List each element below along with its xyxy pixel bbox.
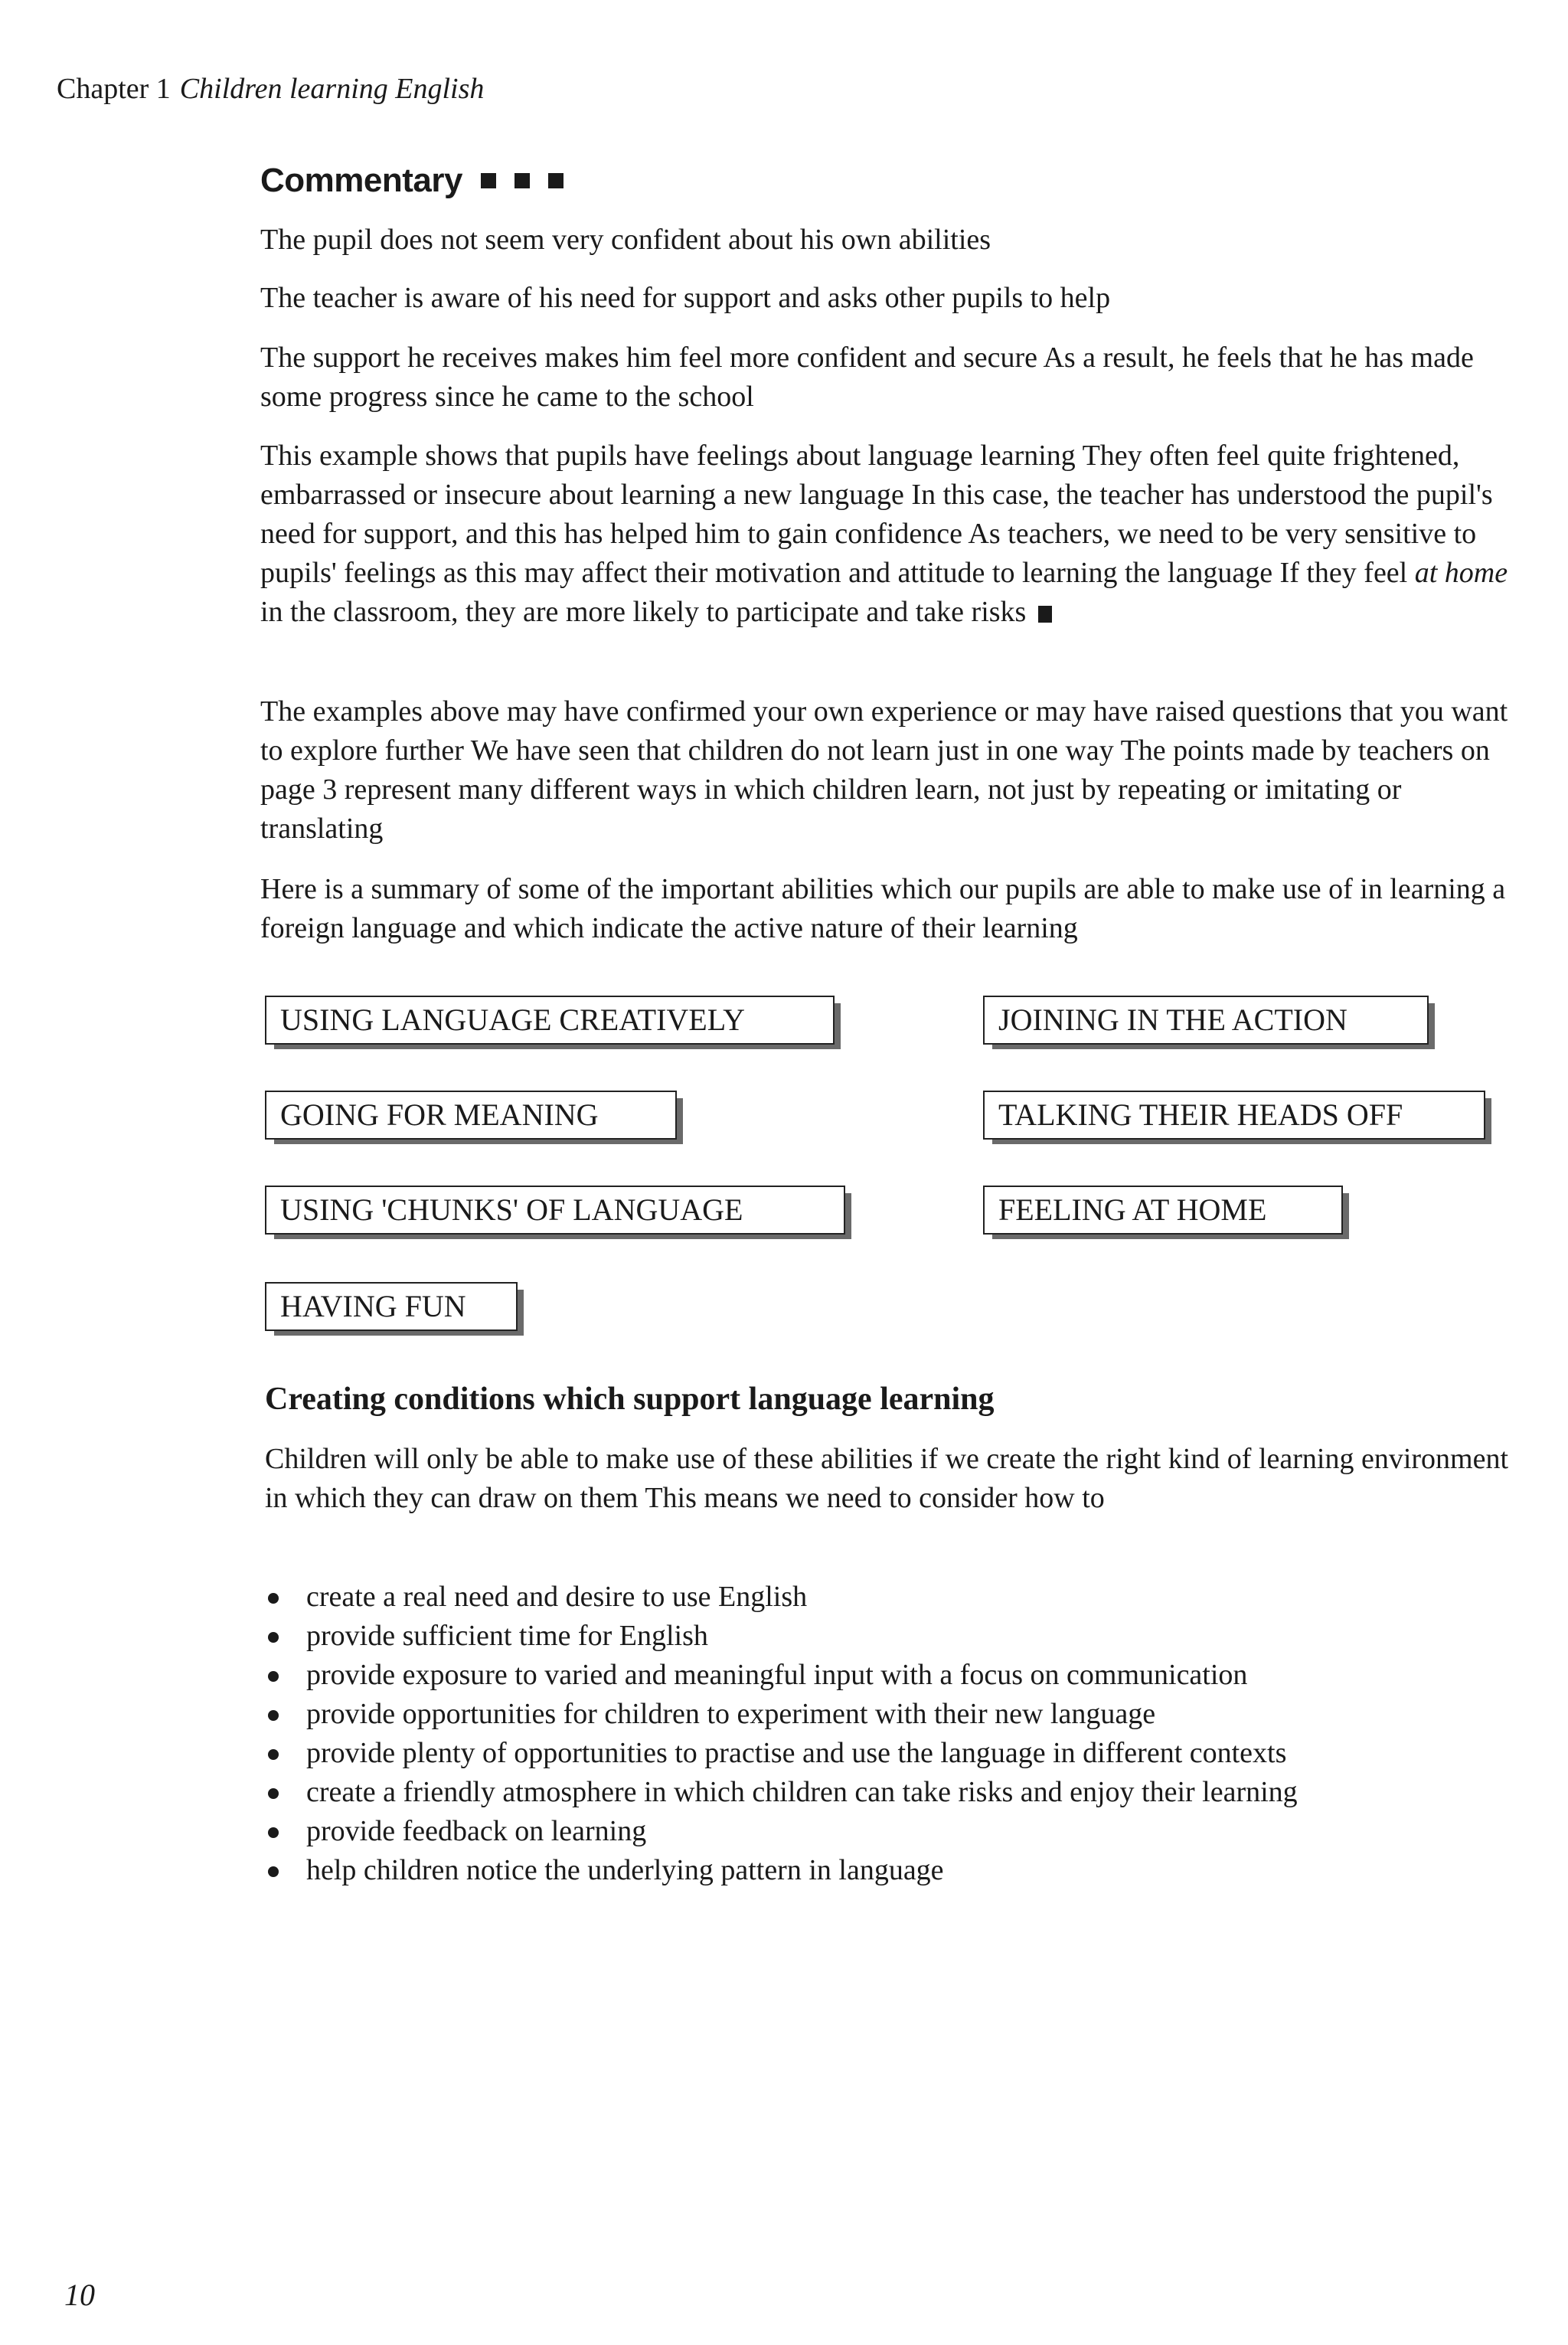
chapter-title: Children learning English: [179, 73, 485, 105]
label-box-feeling-at-home: FEELING AT HOME: [983, 1186, 1343, 1235]
chapter-number: Chapter 1: [57, 73, 171, 105]
label-box-having-fun: HAVING FUN: [265, 1282, 518, 1331]
list-item-text: provide plenty of opportunities to practise and use the language in different contexts: [306, 1737, 1287, 1769]
label-box-using-chunks-of-language: USING 'CHUNKS' OF LANGUAGE: [265, 1186, 845, 1235]
list-item: [265, 1773, 1528, 1812]
square-bullet-icon: [481, 173, 496, 188]
list-item-text: provide sufficient time for English: [306, 1620, 708, 1652]
end-square-icon: [1038, 606, 1052, 623]
list-item-text: provide opportunities for children to experiment with their new language: [306, 1698, 1156, 1730]
feelings-paragraph: [260, 437, 1524, 632]
square-bullet-icon: [514, 173, 530, 188]
running-header: [57, 70, 484, 107]
bullet-icon: [268, 1749, 279, 1760]
conditions-intro: Children will only be able to make use of these abilities if we create the right kind of learning environment in which they can draw on them This means we need to consider how to: [265, 1443, 1509, 1514]
commentary-paragraph: The support he receives makes him feel more confident and secure As a result, he feels that he has made some progress since he came to the school: [260, 342, 1474, 413]
bullet-icon: [268, 1632, 279, 1643]
list-item: [265, 1617, 1528, 1656]
list-item: [265, 1734, 1528, 1773]
commentary-heading: [260, 159, 564, 202]
feelings-text-end: in the classroom, they are more likely to participate and take risks: [260, 596, 1027, 628]
list-item-text: create a real need and desire to use English: [306, 1581, 808, 1613]
list-item-text: provide exposure to varied and meaningful input with a focus on communication: [306, 1659, 1248, 1691]
feelings-italic-phrase: at home: [1414, 557, 1508, 589]
summary-paragraph: Here is a summary of some of the important abilities which our pupils are able to make use of in learning a foreign language and which indicate the active nature of their learning: [260, 873, 1506, 944]
bullet-icon: [268, 1827, 279, 1838]
bullet-icon: [268, 1671, 279, 1682]
section-heading: Creating conditions which support language learning: [265, 1382, 995, 1417]
bullet-icon: [268, 1866, 279, 1877]
bullet-icon: [268, 1788, 279, 1799]
label-box-talking-their-heads-off: TALKING THEIR HEADS OFF: [983, 1091, 1485, 1140]
commentary-heading-text: Commentary: [260, 162, 462, 199]
conditions-list: [265, 1578, 1528, 1890]
bullet-icon: [268, 1593, 279, 1604]
commentary-paragraph: The pupil does not seem very confident about his own abilities: [260, 224, 991, 256]
square-bullet-icon: [548, 173, 564, 188]
examples-paragraph: The examples above may have confirmed your own experience or may have raised questions that you want to explore further We have seen that children do not learn just in one way The points made by teachers on page 3 represent many different ways in which children learn, not just by repeating or imitating or translating: [260, 695, 1508, 845]
list-item: [265, 1578, 1528, 1617]
list-item: [265, 1851, 1528, 1890]
commentary-paragraph: The teacher is aware of his need for support and asks other pupils to help: [260, 282, 1111, 314]
list-item: [265, 1656, 1528, 1695]
label-box-using-language-creatively: USING LANGUAGE CREATIVELY: [265, 996, 835, 1045]
bullet-icon: [268, 1710, 279, 1721]
list-item: [265, 1812, 1528, 1851]
list-item: [265, 1695, 1528, 1734]
list-item-text: help children notice the underlying pattern in language: [306, 1854, 944, 1886]
feelings-text: This example shows that pupils have feelings about language learning They often feel quite frightened, embarrassed or insecure about learning a new language In this case, the teacher has understood the pupil's need for support, and this has helped him to gain confidence As teachers, we need to be very sensitive to pupils' feelings as this may affect their motivation and attitude to learning the language If they feel: [260, 440, 1493, 589]
label-box-joining-in-the-action: JOINING IN THE ACTION: [983, 996, 1429, 1045]
page-number: 10: [64, 2278, 95, 2312]
label-box-going-for-meaning: GOING FOR MEANING: [265, 1091, 677, 1140]
list-item-text: provide feedback on learning: [306, 1815, 647, 1847]
list-item-text: create a friendly atmosphere in which children can take risks and enjoy their learning: [306, 1776, 1298, 1808]
